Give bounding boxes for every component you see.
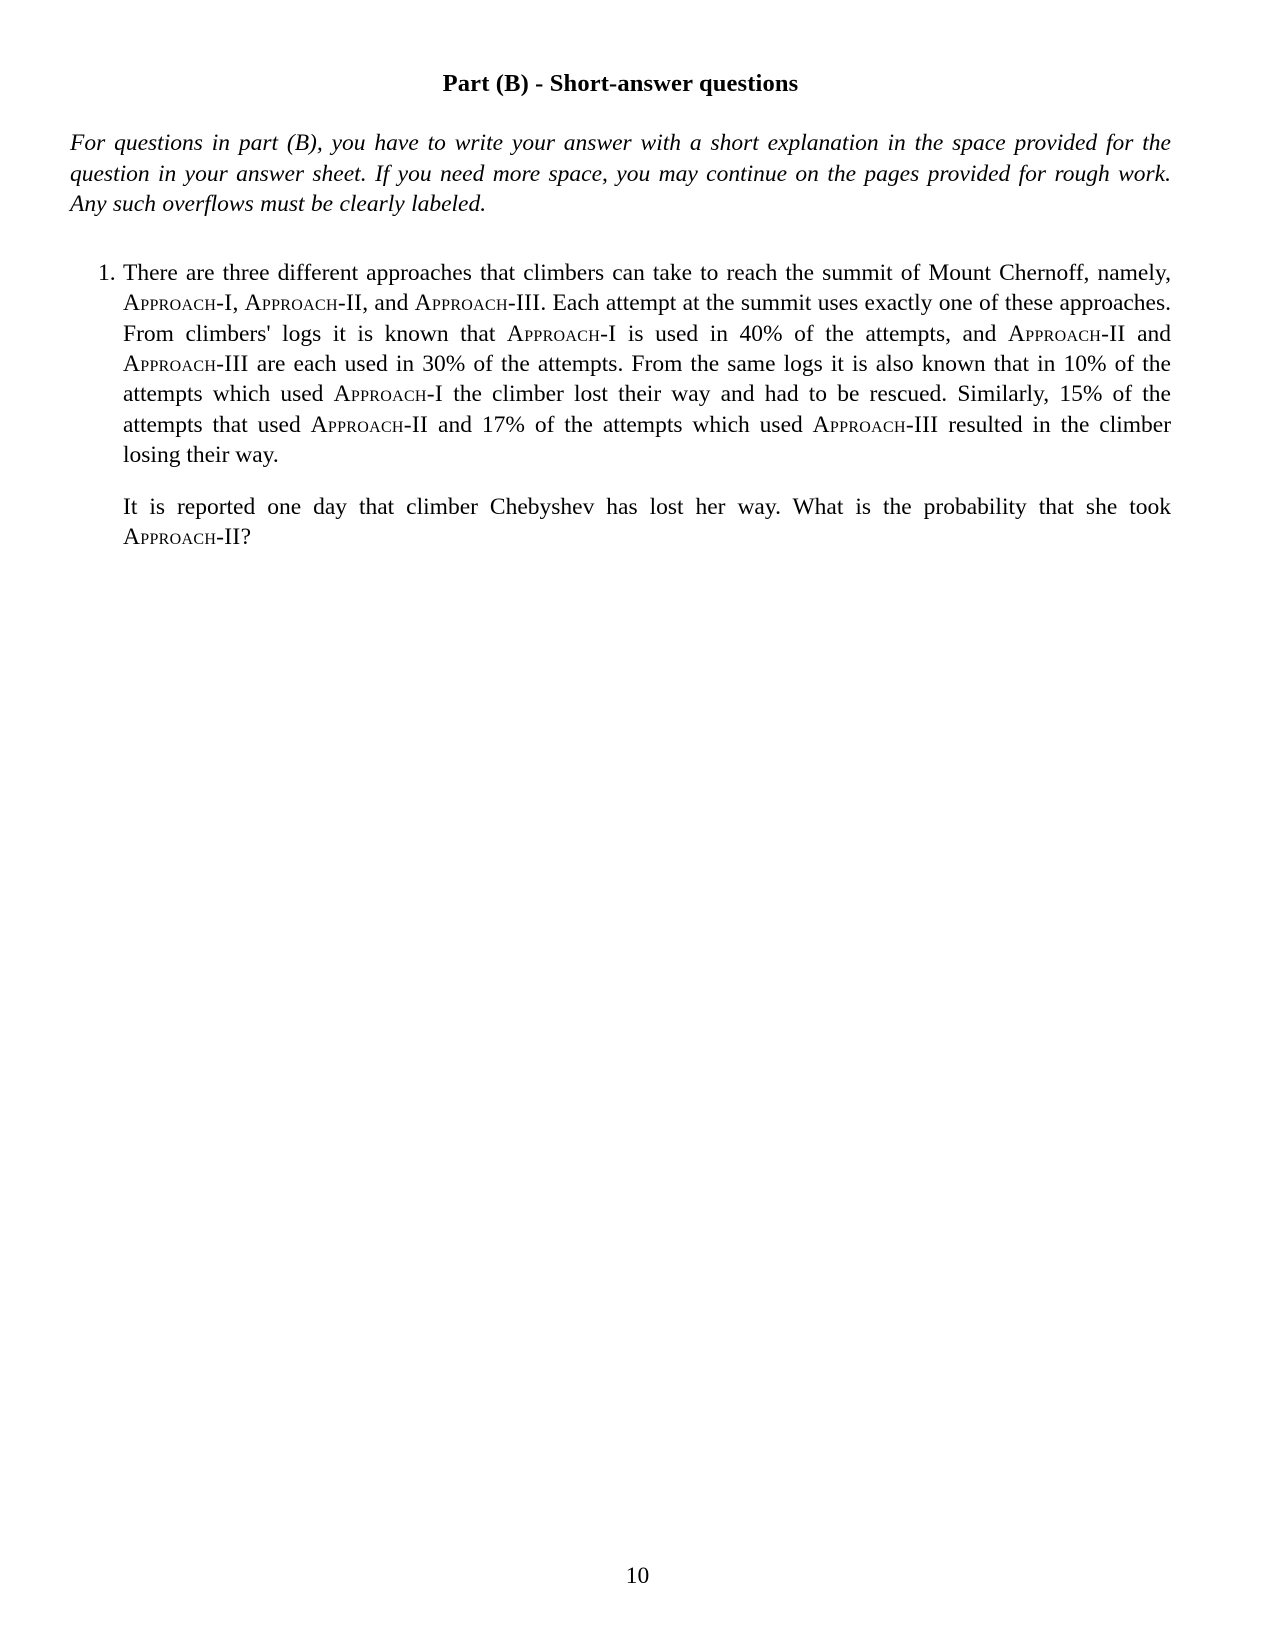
page-content	[70, 0, 1171, 552]
question-text-segment: There are three different approaches that climbers can take to reach the summit of Mount Chernoff, namely,	[123, 259, 1171, 286]
approach-label: Approach-I	[333, 381, 444, 408]
question-text-segment: and	[1137, 320, 1171, 347]
question-text-segment: , and	[362, 290, 409, 317]
question-text-segment: ?	[240, 524, 251, 551]
approach-label: Approach-II	[244, 290, 363, 317]
question-text-segment: . Each attempt at the summit uses exactly one of these approaches. From climbers' logs it is known that	[123, 290, 1172, 347]
question-text-segment: ,	[232, 290, 239, 317]
page-number: 10	[625, 1563, 650, 1589]
approach-label: Approach-III	[812, 411, 939, 438]
question-number: 1.	[98, 259, 116, 286]
question-body-paragraph	[123, 258, 1171, 471]
instructions-paragraph: For questions in part (B), you have to write your answer with a short explanation in the space provided for the question in your answer sheet. If you need more space, you may continue on the pages provided for rough work. Any such overflows must be clearly labeled.	[70, 130, 1171, 218]
question-item-1	[70, 220, 1171, 553]
approach-label: Approach-II	[123, 524, 241, 551]
approach-label: Approach-II	[310, 411, 429, 438]
page-title: Part (B) - Short-answer questions	[442, 70, 799, 97]
question-followup-paragraph	[123, 492, 1171, 553]
approach-label: Approach-III	[123, 350, 249, 377]
question-text-segment: resulted in the climber losing their way.	[123, 411, 1172, 469]
approach-label: Approach-III	[414, 290, 541, 317]
question-text-segment: are each used in 30% of the attempts. From the same logs it is also known that in 10% of the attempts which used	[123, 350, 1171, 408]
approach-label: Approach-I	[506, 320, 617, 347]
question-text-segment: It is reported one day that climber Chebyshev has lost her way. What is the probability that she took	[123, 493, 1171, 520]
question-list	[70, 220, 1171, 553]
approach-label: Approach-II	[1007, 320, 1126, 347]
question-text-segment: is used in 40% of the attempts, and	[627, 320, 997, 347]
question-text-segment: and 17% of the attempts which used	[438, 411, 803, 438]
question-text-segment: the climber lost their way and had to be rescued. Similarly, 15% of the attempts that used	[123, 381, 1171, 438]
approach-label: Approach-I	[123, 290, 233, 317]
